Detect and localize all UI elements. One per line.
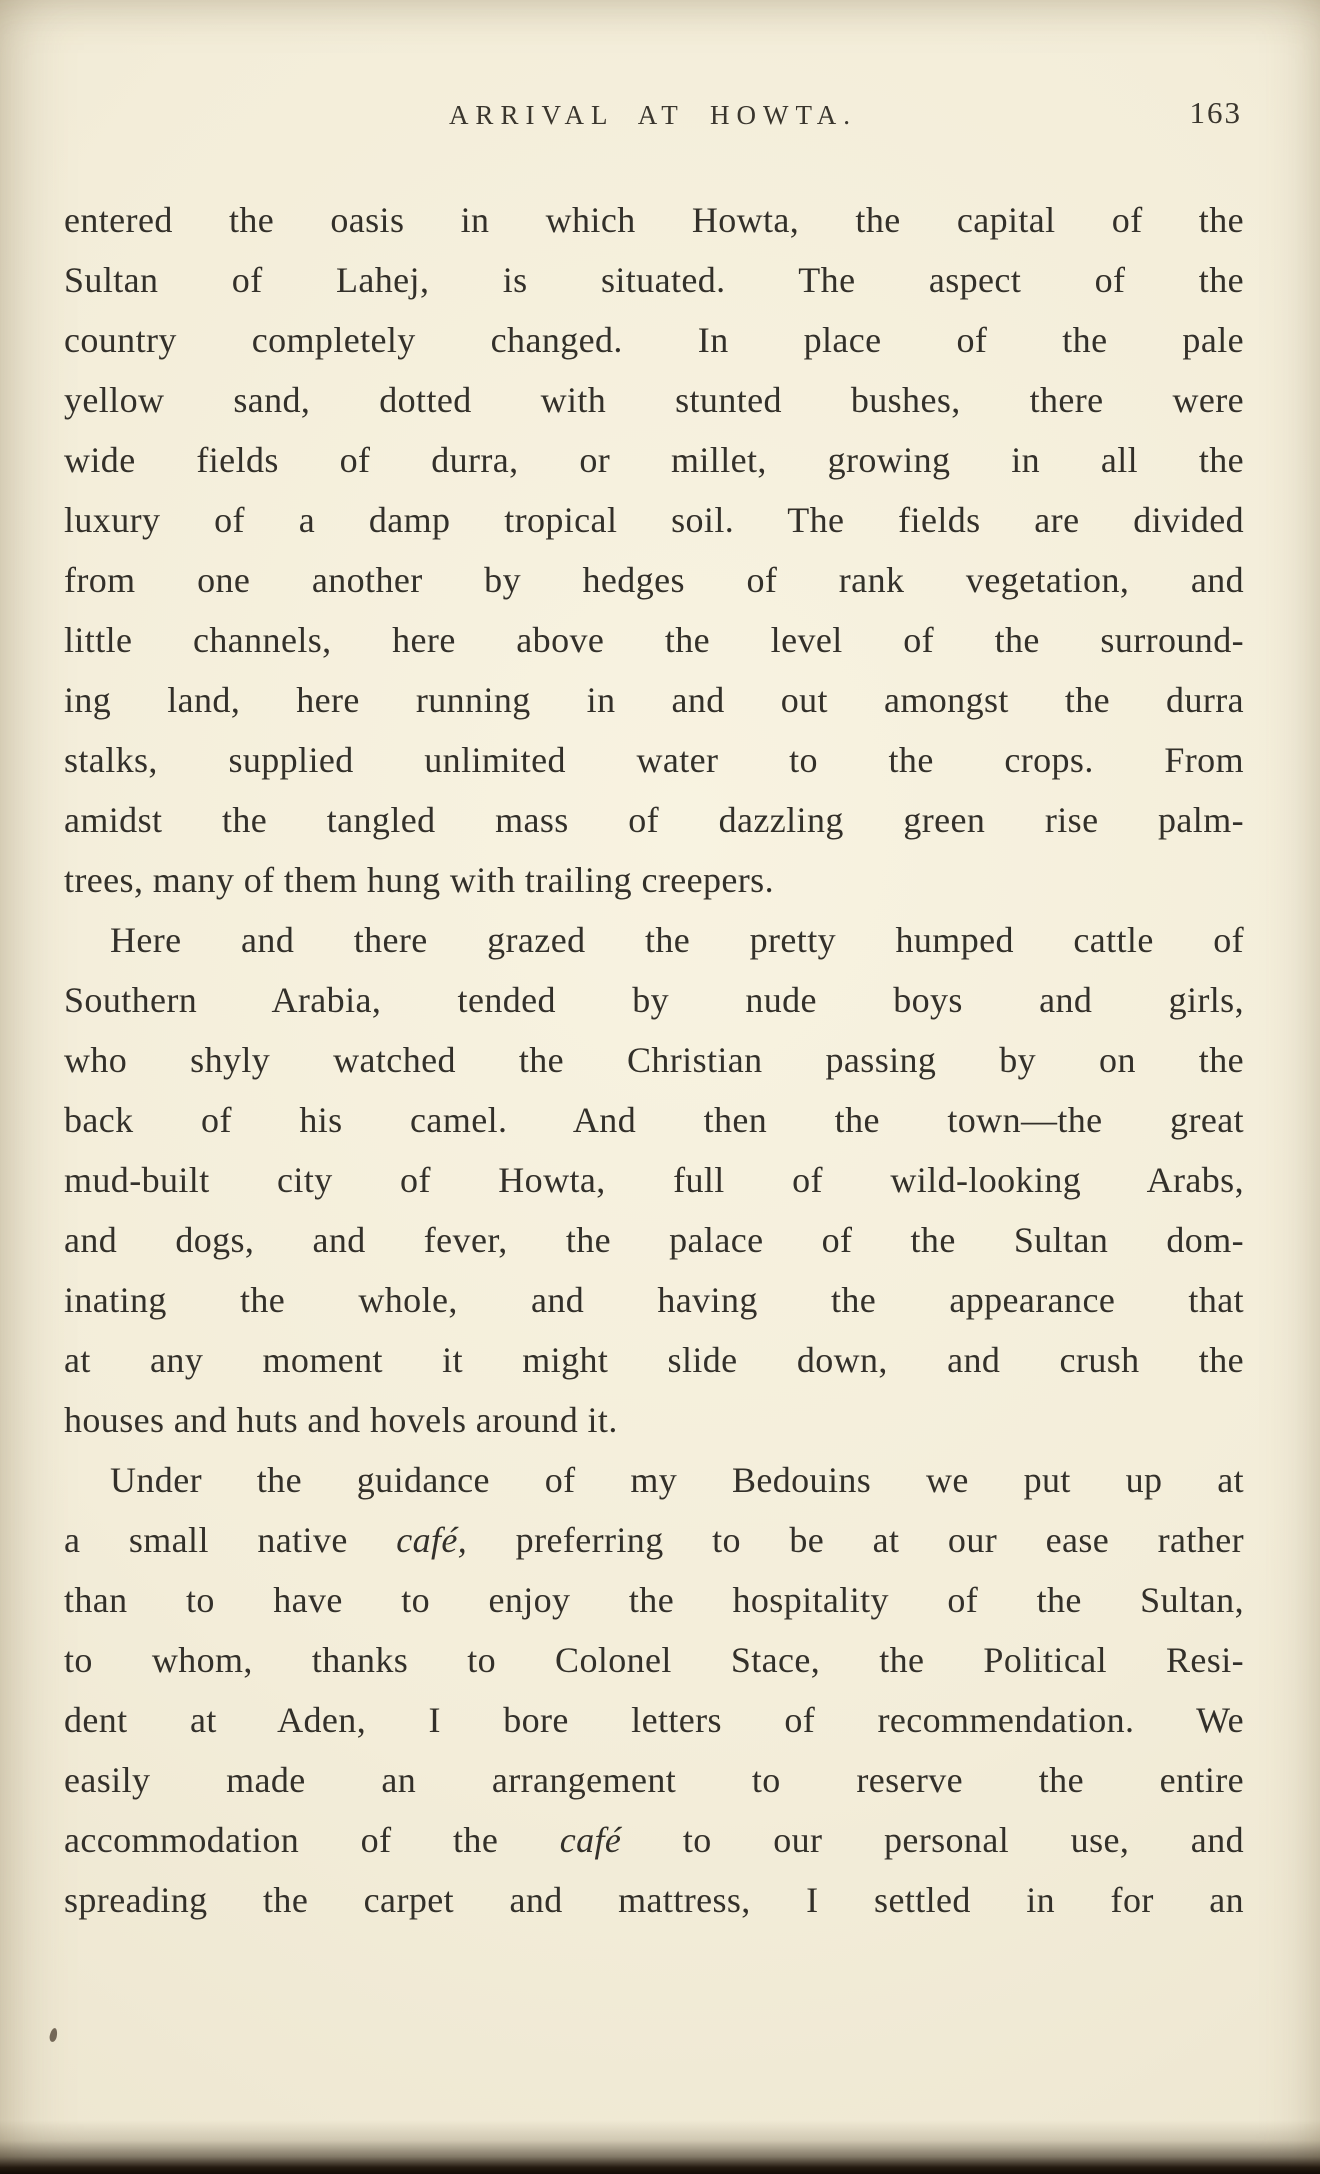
paragraph	[64, 190, 1244, 910]
text-line: trees, many of them hung with trailing creepers.	[64, 860, 774, 900]
text-line: amidst the tangled mass of dazzling green rise palm-	[64, 800, 1244, 840]
text-line: at any moment it might slide down, and crush the	[64, 1340, 1244, 1380]
text-line: houses and huts and hovels around it.	[64, 1400, 618, 1440]
text-line: country completely changed. In place of the pale	[64, 320, 1244, 360]
text-line: ing land, here running in and out amongst the durra	[64, 680, 1244, 720]
text-line: a small native café, preferring to be at our ease rather	[64, 1520, 1244, 1560]
running-title: ARRIVAL AT HOWTA.	[448, 100, 858, 130]
text-line: entered the oasis in which Howta, the capital of the	[64, 200, 1244, 240]
text-line: easily made an arrangement to reserve the entire	[64, 1760, 1244, 1800]
text-line: back of his camel. And then the town—the great	[64, 1100, 1244, 1140]
text-line: Southern Arabia, tended by nude boys and girls,	[64, 980, 1244, 1020]
scan-bottom-edge	[0, 2120, 1320, 2174]
paragraph	[64, 1450, 1244, 1930]
text-line: inating the whole, and having the appearance that	[64, 1280, 1244, 1320]
paragraph	[64, 910, 1244, 1450]
text-line: stalks, supplied unlimited water to the crops. From	[64, 740, 1244, 780]
text-line: from one another by hedges of rank vegetation, and	[64, 560, 1244, 600]
text-line: spreading the carpet and mattress, I settled in for an	[64, 1880, 1244, 1920]
page-number: 163	[1189, 95, 1242, 130]
text-line: Sultan of Lahej, is situated. The aspect of the	[64, 260, 1244, 300]
text-line: than to have to enjoy the hospitality of the Sultan,	[64, 1580, 1244, 1620]
text-line: luxury of a damp tropical soil. The fields are divided	[64, 500, 1244, 540]
text-line: who shyly watched the Christian passing by on the	[64, 1040, 1244, 1080]
text-line: Here and there grazed the pretty humped cattle of	[110, 920, 1244, 960]
text-line: little channels, here above the level of the surround-	[64, 620, 1244, 660]
text-line: mud-built city of Howta, full of wild-looking Arabs,	[64, 1160, 1244, 1200]
text-line: to whom, thanks to Colonel Stace, the Political Resi-	[64, 1640, 1244, 1680]
text-line: and dogs, and fever, the palace of the Sultan dom-	[64, 1220, 1244, 1260]
text-line: wide fields of durra, or millet, growing in all the	[64, 440, 1244, 480]
page-body	[64, 190, 1244, 1930]
page-header	[64, 95, 1242, 146]
text-line: Under the guidance of my Bedouins we put up at	[110, 1460, 1244, 1500]
text-line: accommodation of the café to our personal use, and	[64, 1820, 1244, 1860]
text-line: yellow sand, dotted with stunted bushes, there were	[64, 380, 1244, 420]
text-line: dent at Aden, I bore letters of recommendation. We	[64, 1700, 1244, 1740]
ink-speck	[49, 2027, 59, 2042]
